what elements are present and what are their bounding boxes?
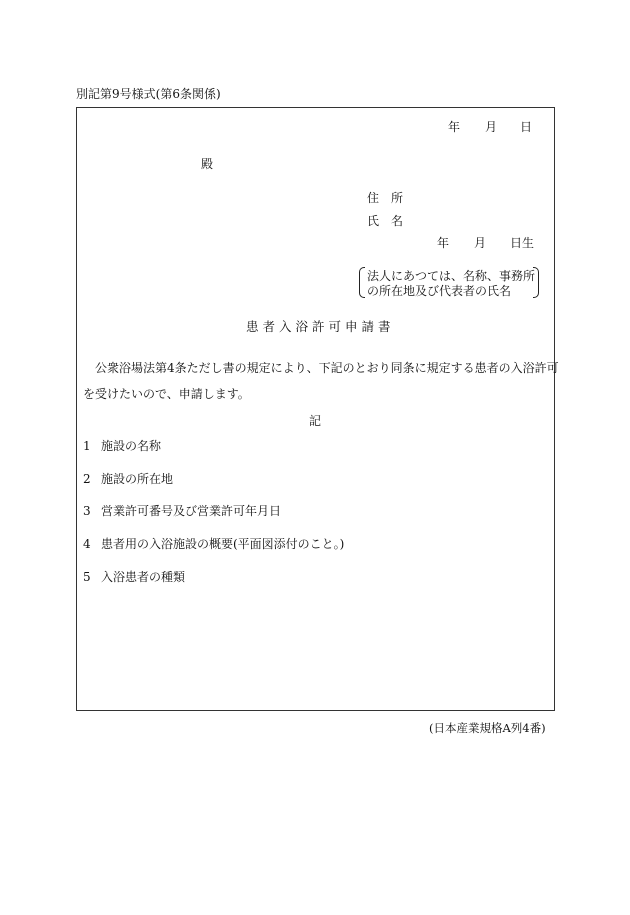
list-item (83, 538, 344, 550)
item-label: 営業許可番号及び営業許可年月日 (101, 504, 282, 518)
corporate-note-line2: の所在地及び代表者の氏名 (367, 284, 512, 298)
item-number: 5 (83, 570, 91, 584)
birth-day-label: 日生 (510, 236, 535, 250)
date-month-label: 月 (485, 120, 498, 134)
item-number: 2 (83, 472, 91, 486)
item-number: 3 (83, 504, 91, 518)
corporate-note-line1: 法人にあつては、名称、事務所 (367, 269, 536, 283)
item-label: 入浴患者の種類 (101, 570, 186, 584)
body-line-1: 公衆浴場法第4条ただし書の規定により、下記のとおり同条に規定する患者の入浴許可 (95, 361, 559, 375)
right-bracket (533, 267, 539, 298)
address-label: 住 所 (367, 191, 404, 205)
date-day-label: 日 (520, 120, 533, 134)
list-item (83, 571, 185, 583)
item-number: 1 (83, 439, 91, 453)
birth-year-label: 年 (437, 236, 450, 250)
left-bracket (359, 267, 365, 298)
item-label: 患者用の入浴施設の概要(平面図添付のこと。) (101, 537, 345, 551)
item-label: 施設の名称 (101, 439, 162, 453)
item-number: 4 (83, 537, 91, 551)
paper-size-note: (日本産業規格A列4番) (429, 721, 546, 735)
birth-month-label: 月 (474, 236, 487, 250)
item-label: 施設の所在地 (101, 472, 174, 486)
ki-heading: 記 (309, 414, 322, 428)
name-label: 氏 名 (367, 214, 404, 228)
body-line-2: を受けたいので、申請します。 (83, 387, 250, 401)
list-item (83, 473, 173, 485)
list-item (83, 505, 281, 517)
application-form-frame (76, 107, 555, 711)
corporate-note (359, 267, 539, 298)
document-title: 患者入浴許可申請書 (246, 319, 395, 334)
list-item (83, 440, 161, 452)
date-year-label: 年 (448, 120, 461, 134)
form-caption: 別記第9号様式(第6条関係) (76, 87, 221, 101)
recipient-honorific: 殿 (201, 157, 214, 171)
